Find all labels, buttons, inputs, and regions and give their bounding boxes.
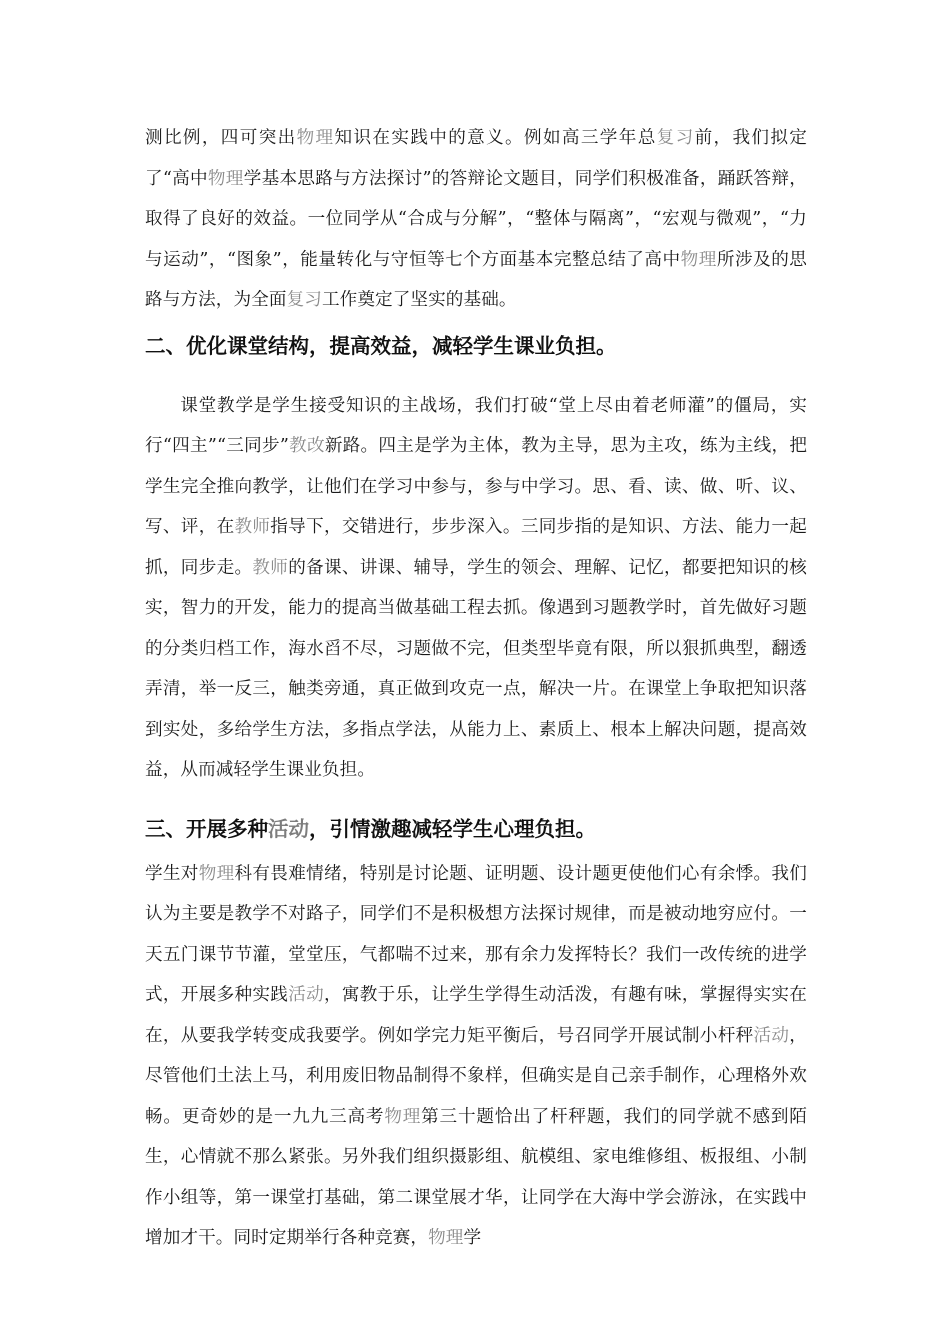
paragraph-3 (145, 854, 807, 1259)
text-run: 三、开展多种 (145, 816, 268, 841)
text-run: 学 (463, 1228, 482, 1248)
text-run: 新路。四主是学为主体，教为主导，思为主攻，练为主线，把学生完全推向教学，让他们在学习中参与，参与中学习。思、看、读、做、听、议、写、评，在 (145, 436, 808, 537)
keyword-link[interactable]: 教师 (234, 517, 271, 537)
text-run: 测比例，四可突出 (145, 128, 297, 148)
keyword-link[interactable]: 教师 (252, 557, 289, 578)
text-run: 工作奠定了坚实的基础。 (321, 290, 517, 310)
keyword-link[interactable]: 教改 (288, 436, 325, 456)
text-run: 的备课、讲课、辅导，学生的领会、理解、记忆，都要把知识的核实，智力的开发，能力的提高当做基础工程去抓。像遇到习题教学时，首先做好习题的分类归档工作，海水舀不尽，习题做不完，但类型毕竟有限，所以狠抓典型，翻透弄清，举一反三，触类旁通，真正做到攻克一点，解决一片。在课堂上争取把知识落到实处，多给学生方法，多指点学法，从能力上、素质上、根本上解决问题，提高效益，从而减轻学生课业负担。 (145, 557, 807, 780)
keyword-link[interactable]: 物理 (296, 128, 335, 148)
text-run: 学基本思路与方法探讨”的答辩论文题目，同学们积极准备，踊跃答辩，取得了良好的效益。一位同学从“合成与分解”，“整体与隔离”，“宏观与微观”，“力与运动”，“图象”，能量转化与守恒等七个方面基本完整总结了高中 (145, 168, 807, 270)
text-run: 学生对 (145, 863, 199, 884)
keyword-link[interactable]: 复习 (656, 128, 695, 148)
keyword-link[interactable]: 物理 (384, 1106, 422, 1127)
text-run: 二、优化课堂结构，提高效益，减轻学生课业负担。 (145, 333, 617, 358)
text-run: 指导下，交错进行，步步深入。三同步指的是知识、方法、能力一起抓，同步走。 (145, 517, 807, 578)
keyword-link[interactable]: 复习 (286, 290, 322, 310)
text-run: ，尽管他们土法上马，利用废旧物品制得不象样，但确实是自己亲手制作，心理格外欢畅。更奇妙的是一九九三高考 (145, 1025, 807, 1127)
text-run: 前，我们拟定了“高中 (145, 128, 808, 189)
section-heading-3 (145, 814, 807, 844)
keyword-link[interactable]: 物理 (198, 863, 235, 884)
text-run: ，引情激趣减轻学生心理负担。 (309, 816, 596, 841)
keyword-link[interactable]: 物理 (680, 249, 717, 270)
keyword-link[interactable]: 物理 (428, 1228, 464, 1248)
text-run: 所涉及的思路与方法，为全面 (145, 249, 807, 310)
paragraph-2 (145, 386, 807, 791)
document-page (145, 118, 807, 1259)
text-run: 第三十题恰出了杆秤题，我们的同学就不感到陌生，心情就不那么紧张。另外我们组织摄影组、航模组、家电维修组、板报组、小制作小组等，第一课堂打基础，第二课堂展才华，让同学在大海中学会游泳，在实践中增加才干。同时定期举行各种竞赛， (145, 1106, 807, 1248)
keyword-link[interactable]: 活动 (288, 985, 324, 1005)
section-heading-2 (145, 331, 807, 361)
keyword-link[interactable]: 活动 (753, 1025, 790, 1046)
keyword-link[interactable]: 活动 (268, 816, 309, 841)
paragraph-1 (145, 118, 807, 321)
keyword-link[interactable]: 物理 (207, 168, 244, 189)
text-run: 知识在实践中的意义。例如高三学年总 (334, 128, 657, 148)
text-run: 课堂教学是学生接受知识的主战场，我们打破“堂上尽由着老师灌”的僵局，实行“四主”“三同步” (145, 395, 807, 456)
text-run: 科有畏难情绪，特别是讨论题、证明题、设计题更使他们心有余悸。我们认为主要是教学不对路子，同学们不是积极想方法探讨规律，而是被动地穷应付。一天五门课节节灌，堂堂压，气都喘不过来，那有余力发挥特长？我们一改传统的进学式，开展多种实践 (145, 863, 807, 1005)
text-run: ，寓教于乐，让学生学得生动活泼，有趣有味，掌握得实实在在，从要我学转变成我要学。例如学完力矩平衡后，号召同学开展试制小杆秤 (145, 985, 807, 1046)
